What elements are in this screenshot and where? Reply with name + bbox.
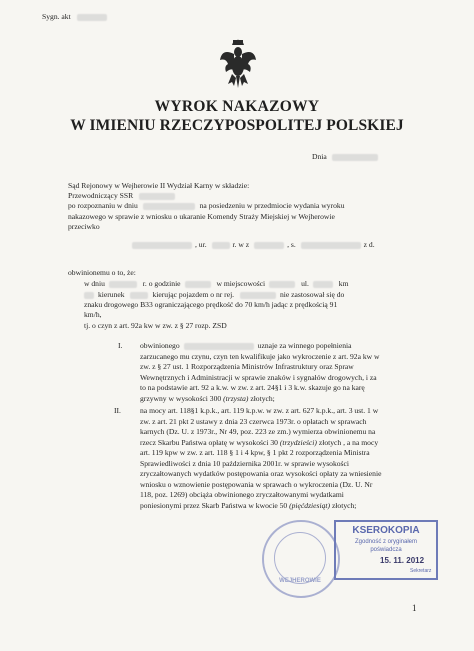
title-line2: W IMIENIU RZECZYPOSPOLITEJ POLSKIEJ [70, 117, 404, 134]
section2-line4: rzecz Skarbu Państwa opłatę w wysokości 30 (trzydzieści) złotych , a na mocy [140, 438, 379, 447]
section1-line3: zw. z § 27 ust. 1 Rozporządzenia Ministrów Infrastruktury oraz Spraw [140, 362, 354, 371]
section2-line8: wniosku o wznowienie postępowania w sprawach o wykroczenia (Dz. U. Nr [140, 480, 373, 489]
charge-intro: obwinionemu o to, że: [68, 268, 136, 277]
stamp-role: Sekretarz [410, 568, 432, 574]
section1-line2: zarzucanego mu czynu, czyn ten kwalifikuje jako wykroczenie z art. 92a kw w [140, 352, 380, 361]
section1-line5: to na podstawie art. 92 a k.w. w zw. z art. 24§1 i 3 k.w. skazuje go na karę [140, 383, 365, 392]
chair-line: Przewodniczący SSR [68, 191, 175, 200]
stamp-line2: poświadcza [370, 547, 402, 553]
sygn-label: Sygn. akt [42, 12, 107, 21]
section2-line5: art. 119 kpw w zw. z art. 118 § 1 i 4 kpw, § 1 pkt 2 rozporządzenia Ministra [140, 448, 370, 457]
charge-line2: w dniu r. o godzinie w miejscowości ul. km [84, 279, 349, 288]
section2-line1: na mocy art. 118§1 k.p.k., art. 119 k.p.w. w zw. z art. 627 k.p.k., art. 3 ust. 1 w [140, 406, 379, 415]
section2-line10: poniesionymi przez Skarb Państwa w kwocie 50 (pięćdziesiąt) złotych; [140, 501, 357, 510]
copy-certification-stamp [334, 520, 438, 580]
charge-line6: tj. o czyn z art. 92a kw w zw. z § 27 rozp. ZSD [84, 321, 227, 330]
section2-line7: zryczałtowanych wydatków postępowania oraz wysokości opłaty za wniesienie [140, 469, 382, 478]
charge-line5: km/h, [84, 310, 102, 319]
section2-line3: karnych (Dz. U. z 1973r., Nr 49, poz. 223 ze zm.) wymierza obwinionemu na [140, 427, 376, 436]
charge-line3: kierunek kierując pojazdem o nr rej. nie zastosował się do [84, 290, 344, 299]
court-round-stamp [262, 520, 340, 598]
stamp-title: KSEROKOPIA [352, 525, 420, 536]
person-line: , ur. r. w z , s. z d. [132, 240, 375, 249]
section1-line1: obwinionego uznaje za winnego popełnienia [140, 341, 352, 350]
court-line: Sąd Rejonowy w Wejherowie II Wydział Karny w składzie: [68, 181, 250, 190]
intro-line4: nakazowego w sprawie z wniosku o ukaranie Komendy Straży Miejskiej w Wejherowie [68, 212, 335, 221]
page-number: 1 [412, 603, 417, 613]
polish-eagle-emblem-icon [218, 38, 258, 90]
intro-line3: po rozpoznaniu w dniu na posiedzeniu w przedmiocie wydania wyroku [68, 201, 345, 210]
section2-line9: 118, poz. 1269) obciąża obwinionego zryczałtowanymi wydatkami [140, 490, 344, 499]
section2-number: II. [114, 406, 121, 415]
date-line: Dnia [312, 152, 378, 161]
section1-number: I. [118, 341, 123, 350]
intro-line5: przeciwko [68, 222, 100, 231]
section1-line6: grzywny w wysokości 300 (trzysta) złotych; [140, 394, 275, 403]
section2-line2: zw. z art. 21 pkt 2 ustawy z dnia 23 czerwca 1973r. o opłatach w sprawach [140, 417, 367, 426]
section2-line6: Sprawiedliwości z dnia 10 października 2001r. w sprawie wysokości [140, 459, 349, 468]
charge-line4: znaku drogowego B33 ograniczającego prędkość do 70 km/h jadąc z prędkością 91 [84, 300, 338, 309]
stamp-date: 15. 11. 2012 [380, 556, 425, 565]
title-line1: WYROK NAKAZOWY [154, 98, 320, 115]
round-stamp-text: WEJHEROWIE [279, 578, 321, 584]
stamp-line1: Zgodność z oryginałem [354, 539, 418, 545]
section1-line4: Wewnętrznych i Administracji w sprawie znaków i sygnałów drogowych, i za [140, 373, 377, 382]
